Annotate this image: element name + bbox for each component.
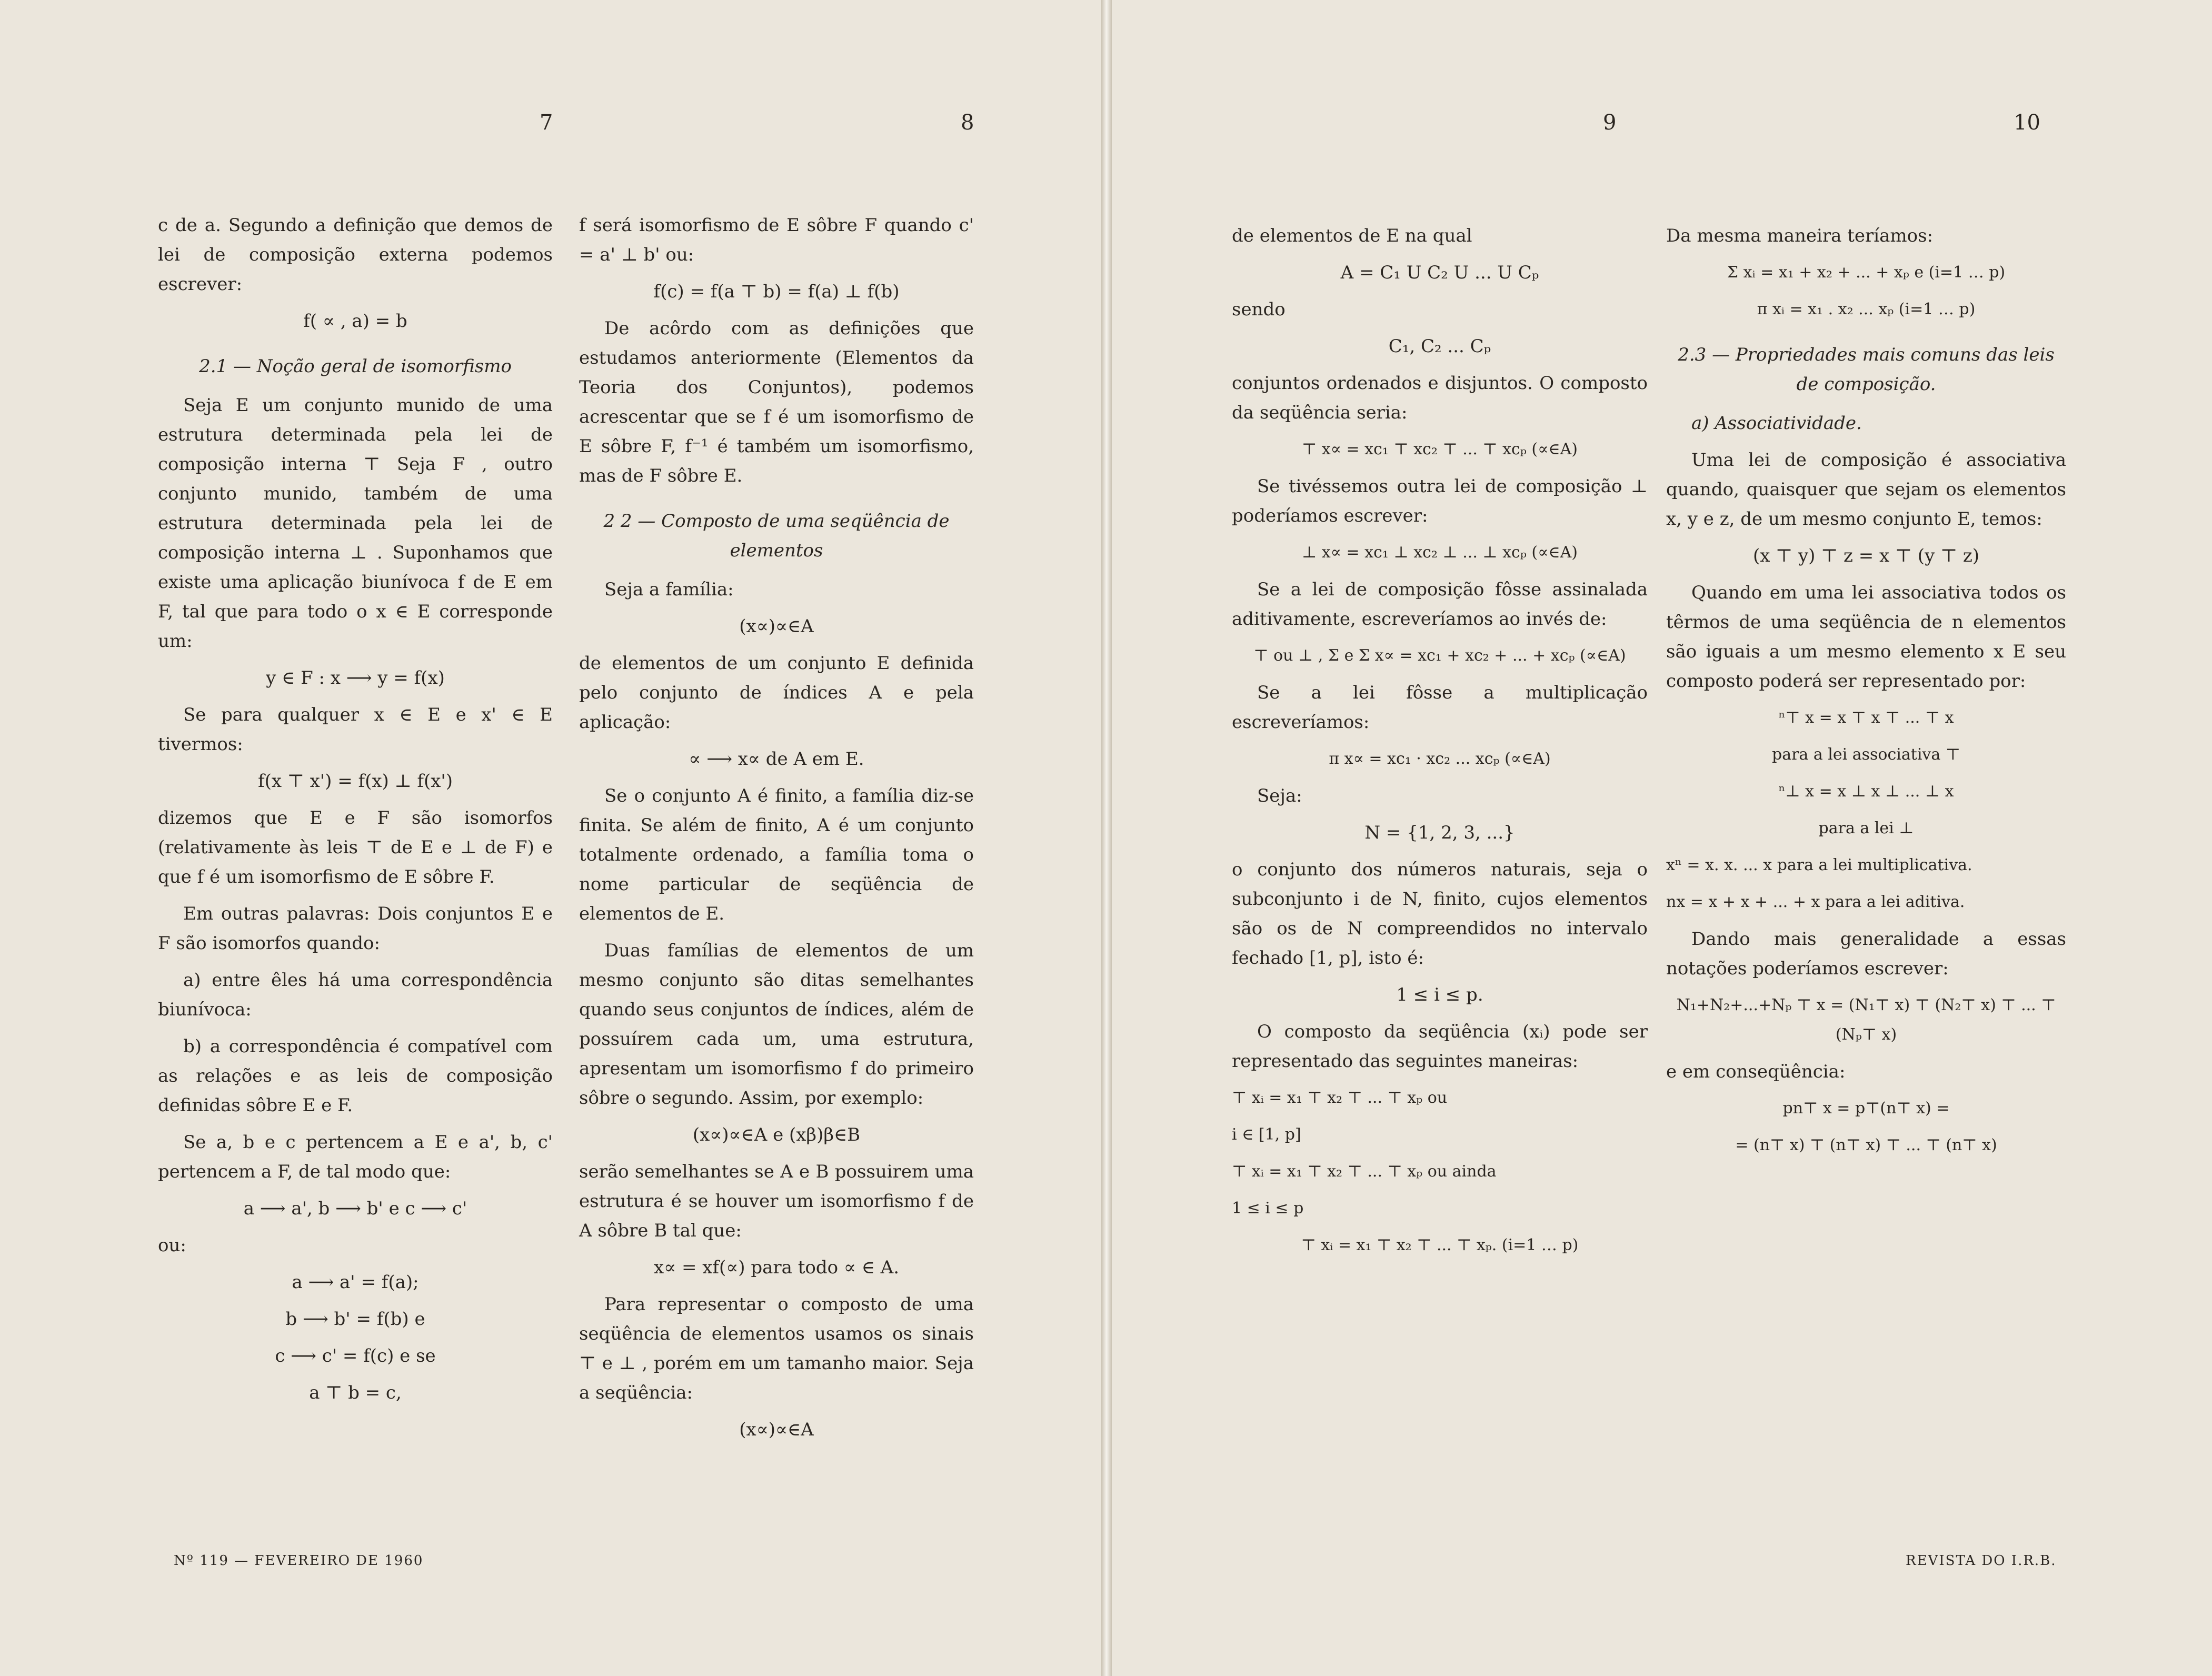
paragraph: Duas famílias de elementos de um mesmo conjunto são ditas semelhantes quando seus conjuntos de índices, além de possuírem cada um, uma estrutura, apresentam um isomorfismo f do primeiro sôbre o segundo. Assim, por exemplo: — [579, 940, 974, 1109]
paragraph: f será isomorfismo de E sôbre F quando c' = a' ⊥ b' ou: — [579, 215, 974, 265]
paragraph: O composto da seqüência (xᵢ) pode ser representado das seguintes maneiras: — [1232, 1021, 1648, 1072]
formula: b ⟶ b' = f(b) e — [285, 1309, 425, 1330]
paragraph: sendo — [1232, 299, 1286, 320]
formula: ⊥ x∝ = xc₁ ⊥ xc₂ ⊥ ... ⊥ xcₚ (∝∈A) — [1302, 543, 1578, 562]
paragraph: Seja: — [1257, 785, 1302, 806]
paragraph: de elementos de E na qual — [1232, 225, 1472, 246]
formula: Σ xᵢ = x₁ + x₂ + ... + xₚ e (i=1 … p) — [1727, 263, 2006, 282]
page-8-column — [579, 211, 974, 1452]
paragraph: Para representar o composto de uma seqüência de elementos usamos os sinais ⊤ e ⊥ , porém em um tamanho maior. Seja a seqüência: — [579, 1294, 974, 1403]
formula: ⊤ xᵢ = x₁ ⊤ x₂ ⊤ ... ⊤ xₚ ou — [1232, 1089, 1448, 1107]
formula: i ∈ [1, p] — [1232, 1125, 1301, 1144]
page-7-column — [158, 211, 553, 1415]
section-heading: 2.3 — Propriedades mais comuns das leis de composição. — [1678, 344, 2055, 395]
paragraph: Dando mais generalidade a essas notações poderíamos escrever: — [1666, 929, 2066, 979]
page-number-7: 7 — [540, 111, 553, 135]
formula: pn⊤ x = p⊤(n⊤ x) = — [1782, 1099, 1950, 1118]
formula: (x ⊤ y) ⊤ z = x ⊤ (y ⊤ z) — [1752, 545, 1980, 566]
paragraph: Se o conjunto A é finito, a família diz-se finita. Se além de finito, A é um conjunto totalmente ordenado, a família toma o nome particular de seqüência de elementos de E. — [579, 785, 974, 924]
paragraph: Se para qualquer x ∈ E e x' ∈ E tivermos: — [158, 704, 553, 755]
formula: (x∝)∝∈A — [739, 616, 814, 637]
formula: ⊤ x∝ = xc₁ ⊤ xc₂ ⊤ ... ⊤ xcₚ (∝∈A) — [1302, 440, 1578, 458]
formula-caption: para a lei associativa ⊤ — [1771, 745, 1960, 764]
paragraph: Se tivéssemos outra lei de composição ⊥ poderíamos escrever: — [1232, 476, 1648, 526]
page-10-column — [1666, 221, 2066, 1168]
formula: 1 ≤ i ≤ p. — [1396, 984, 1483, 1005]
formula: ⊤ xᵢ = x₁ ⊤ x₂ ⊤ ... ⊤ xₚ ou ainda — [1232, 1162, 1497, 1181]
paragraph: o conjunto dos números naturais, seja o subconjunto i de N, finito, cujos elementos são os de N compreendidos no intervalo fechado [1, p], isto é: — [1232, 859, 1648, 969]
formula: ∝ ⟶ x∝ de A em E. — [689, 749, 864, 770]
page-number-10: 10 — [2014, 111, 2040, 135]
paragraph: Se a lei de composição fôsse assinalada aditivamente, escreveríamos ao invés de: — [1232, 579, 1648, 630]
book-gutter — [1101, 0, 1112, 1676]
formula: a ⊤ b = c, — [309, 1382, 402, 1403]
formula: C₁, C₂ ... Cₚ — [1388, 336, 1491, 357]
paragraph: Se a, b e c pertencem a E e a', b, c' pertencem a F, de tal modo que: — [158, 1132, 553, 1182]
formula: y ∈ F : x ⟶ y = f(x) — [266, 667, 445, 689]
formula: π xᵢ = x₁ . x₂ ... xₚ (i=1 … p) — [1757, 300, 1976, 318]
formula: N = {1, 2, 3, ...} — [1364, 822, 1515, 843]
paragraph: dizemos que E e F são isomorfos (relativamente às leis ⊤ de E e ⊥ de F) e que f é um isomorfismo de E sôbre F. — [158, 807, 553, 887]
formula: f( ∝ , a) = b — [303, 311, 407, 332]
page-number-9: 9 — [1603, 111, 1617, 135]
footer-issue-date: Nº 119 — FEVEREIRO DE 1960 — [174, 1553, 424, 1569]
formula-caption: para a lei ⊥ — [1818, 819, 1914, 837]
paragraph: Seja a família: — [604, 579, 734, 600]
formula: ⊤ ou ⊥ , Σ e Σ x∝ = xc₁ + xc₂ + ... + xcₚ (∝∈A) — [1253, 646, 1626, 665]
paragraph: Seja E um conjunto munido de uma estrutura determinada pela lei de composição interna ⊤ Seja F , outro conjunto munido, também de uma estrutura determinada pela lei de composição interna ⊥ . Suponhamos que existe uma aplicação biunívoca f de E em F, tal que para todo o x ∈ E corresponde um: — [158, 395, 553, 652]
paragraph: de elementos de um conjunto E definida pelo conjunto de índices A e pela aplicação: — [579, 653, 974, 733]
paragraph: ou: — [158, 1235, 186, 1256]
paragraph: serão semelhantes se A e B possuirem uma estrutura é se houver um isomorfismo f de A sôbre B tal que: — [579, 1161, 974, 1241]
list-item: a) entre êles há uma correspondência biunívoca: — [158, 970, 553, 1020]
paragraph: Quando em uma lei associativa todos os têrmos de uma seqüência de n elementos são iguais a um mesmo elemento x E seu composto poderá ser representado por: — [1666, 582, 2066, 692]
page-number-8: 8 — [961, 111, 974, 135]
formula: = (n⊤ x) ⊤ (n⊤ x) ⊤ ... ⊤ (n⊤ x) — [1735, 1136, 1997, 1154]
paragraph: e em conseqüência: — [1666, 1061, 1846, 1082]
formula: a ⟶ a' = f(a); — [292, 1272, 419, 1293]
paragraph: Uma lei de composição é associativa quando, quaisquer que sejam os elementos x, y e z, de um mesmo conjunto E, temos: — [1666, 450, 2066, 530]
section-heading: 2 2 — Composto de uma seqüência de elementos — [603, 511, 950, 561]
formula: π x∝ = xc₁ · xc₂ ... xcₚ (∝∈A) — [1329, 750, 1551, 768]
page-9-column — [1232, 221, 1648, 1268]
subsection-heading: a) Associatividade. — [1691, 413, 1862, 434]
paragraph: Em outras palavras: Dois conjuntos E e F são isomorfos quando: — [158, 903, 553, 954]
formula: ⊤ xᵢ = x₁ ⊤ x₂ ⊤ ... ⊤ xₚ. (i=1 … p) — [1301, 1236, 1579, 1254]
paragraph: Da mesma maneira teríamos: — [1666, 225, 1933, 246]
formula: nx = x + x + ... + x para a lei aditiva. — [1666, 893, 1965, 911]
formula: f(x ⊤ x') = f(x) ⊥ f(x') — [257, 771, 453, 792]
formula: A = C₁ U C₂ U ... U Cₚ — [1340, 262, 1539, 283]
formula: 1 ≤ i ≤ p — [1232, 1199, 1304, 1218]
footer-journal-name: REVISTA DO I.R.B. — [1906, 1553, 2057, 1569]
formula: xⁿ = x. x. ... x para a lei multiplicativa. — [1666, 856, 1972, 874]
formula: x∝ = xf(∝) para todo ∝ ∈ A. — [653, 1257, 900, 1278]
formula: c ⟶ c' = f(c) e se — [275, 1345, 436, 1366]
paragraph: De acôrdo com as definições que estudamos anteriormente (Elementos da Teoria dos Conjuntos), podemos acrescentar que se f é um isomorfismo de E sôbre F, f⁻¹ é também um isomorfismo, mas de F sôbre E. — [579, 318, 974, 486]
paragraph: Se a lei fôsse a multiplicação escreveríamos: — [1232, 682, 1648, 733]
formula: ⁿ⊥ x = x ⊥ x ⊥ ... ⊥ x — [1778, 782, 1954, 801]
formula: ⁿ⊤ x = x ⊤ x ⊤ ... ⊤ x — [1778, 709, 1954, 727]
paragraph: conjuntos ordenados e disjuntos. O composto da seqüência seria: — [1232, 373, 1648, 423]
paragraph: c de a. Segundo a definição que demos de lei de composição externa podemos escrever: — [158, 215, 553, 295]
formula: N₁+N₂+...+Nₚ ⊤ x = (N₁⊤ x) ⊤ (N₂⊤ x) ⊤ ... ⊤ (Nₚ⊤ x) — [1676, 996, 2056, 1044]
formula: (x∝)∝∈A — [739, 1419, 814, 1440]
list-item: b) a correspondência é compatível com as relações e as leis de composição definidas sôbre E e F. — [158, 1036, 553, 1116]
section-heading: 2.1 — Noção geral de isomorfismo — [199, 356, 512, 377]
formula: f(c) = f(a ⊤ b) = f(a) ⊥ f(b) — [653, 281, 900, 302]
formula: a ⟶ a', b ⟶ b' e c ⟶ c' — [243, 1198, 467, 1219]
formula: (x∝)∝∈A e (xβ)β∈B — [692, 1124, 861, 1145]
